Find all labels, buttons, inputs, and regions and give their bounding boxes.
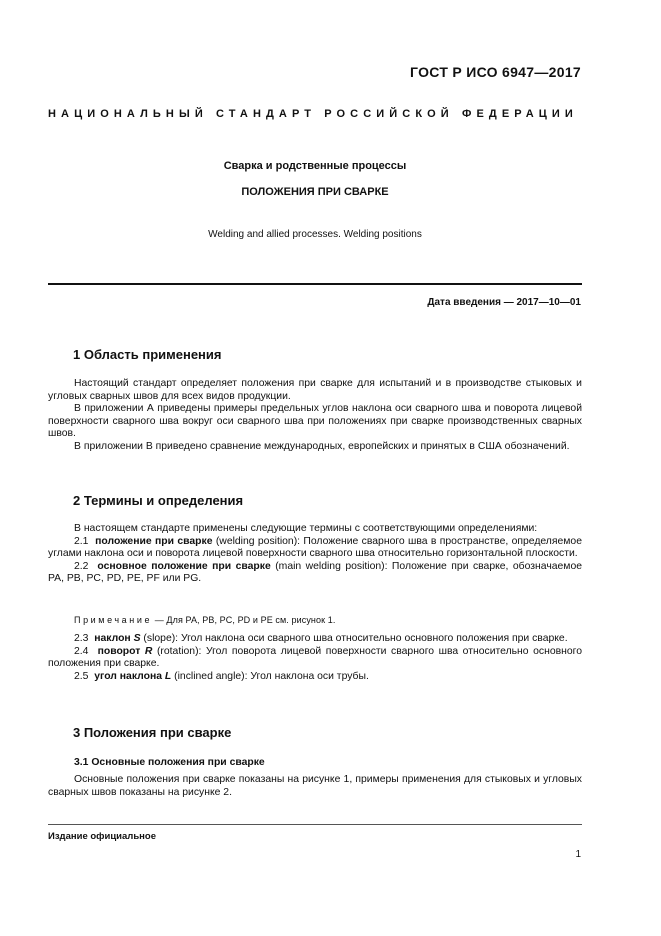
document-title-english: Welding and allied processes. Welding positions — [208, 229, 422, 240]
section-1-heading: 1 Область применения — [73, 347, 222, 362]
title-divider — [48, 283, 582, 285]
section-1-body — [48, 378, 582, 453]
term-name: положение при сварке — [95, 535, 213, 547]
effective-date: Дата введения — 2017—10—01 — [427, 297, 581, 308]
term-definition: (rotation): Угол поворота лицевой поверхности сварного шва относительно основного положения при сварке. — [48, 645, 583, 669]
term-symbol: S — [133, 633, 141, 644]
national-standard-banner: НАЦИОНАЛЬНЫЙ СТАНДАРТ РОССИЙСКОЙ ФЕДЕРАЦИИ — [48, 108, 578, 120]
term-number: 2.2 — [74, 560, 89, 572]
term-name: основное положение при сварке — [97, 560, 271, 572]
section-1-paragraph: В приложении В приведено сравнение международных, европейских и принятых в США обозначений. — [74, 440, 570, 452]
section-2-heading: 2 Термины и определения — [73, 493, 244, 508]
term-number: 2.5 — [74, 670, 89, 682]
note — [74, 615, 335, 625]
section-1-paragraph: В приложении А приведены примеры предельных углов наклона оси сварного шва и поворота лицевой поверхности сварного шва вокруг оси сварного шва при положениях при сварке производственных сварных швов. — [48, 403, 582, 439]
section-3-body — [48, 774, 582, 799]
document-title: ПОЛОЖЕНИЯ ПРИ СВАРКЕ — [241, 186, 389, 198]
term-2-1 — [48, 536, 582, 561]
section-2-body — [48, 523, 582, 586]
section-3-heading: 3 Положения при сварке — [73, 725, 232, 740]
term-2-3 — [48, 633, 582, 646]
document-subtitle: Сварка и родственные процессы — [223, 160, 407, 172]
term-number: 2.3 — [74, 633, 89, 644]
page-number: 1 — [575, 849, 581, 860]
term-2-4 — [48, 646, 582, 671]
official-edition-label: Издание официальное — [48, 831, 156, 842]
term-definition: (main welding position): Положение при сварке, обозначаемое PA, PB, PC, PD, PE, PF или PG. — [48, 560, 582, 584]
term-2-5 — [48, 671, 582, 684]
standard-code: ГОСТ Р ИСО 6947—2017 — [410, 64, 581, 80]
term-number: 2.1 — [74, 535, 89, 547]
term-definition: (slope): Угол наклона оси сварного шва относительно основного положения при сварке. — [140, 633, 568, 644]
term-name: поворот — [97, 645, 141, 657]
section-1-paragraph: Настоящий стандарт определяет положения при сварке для испытаний и в производстве стыковых и угловых сварных швов для всех видов продукции. — [48, 378, 582, 402]
term-number: 2.4 — [74, 645, 89, 657]
section-2-body-continued — [48, 633, 582, 683]
term-definition: (welding position): Положение сварного шва в пространстве, определяемое углами наклона оси и поворота лицевой поверхности сварного шва относительно горизонтальной плоскости. — [48, 535, 582, 559]
term-2-2 — [48, 561, 582, 586]
term-symbol: R — [144, 645, 153, 657]
note-label: Примечание — [74, 615, 153, 625]
term-name: наклон — [94, 633, 131, 644]
term-name: угол наклона — [94, 670, 163, 682]
term-symbol: L — [164, 670, 172, 682]
section-2-intro: В настоящем стандарте применены следующие термины с соответствующими определениями: — [74, 523, 538, 534]
term-definition: (inclined angle): Угол наклона оси трубы. — [171, 670, 369, 682]
section-3-paragraph: Основные положения при сварке показаны на рисунке 1, примеры применения для стыковых и угловых сварных швов показаны на рисунке 2. — [48, 774, 582, 798]
footer-divider — [48, 824, 582, 825]
subsection-3-1-heading: 3.1 Основные положения при сварке — [74, 757, 265, 768]
note-text: — Для PA, PB, PC, PD и PE см. рисунок 1. — [152, 615, 336, 625]
